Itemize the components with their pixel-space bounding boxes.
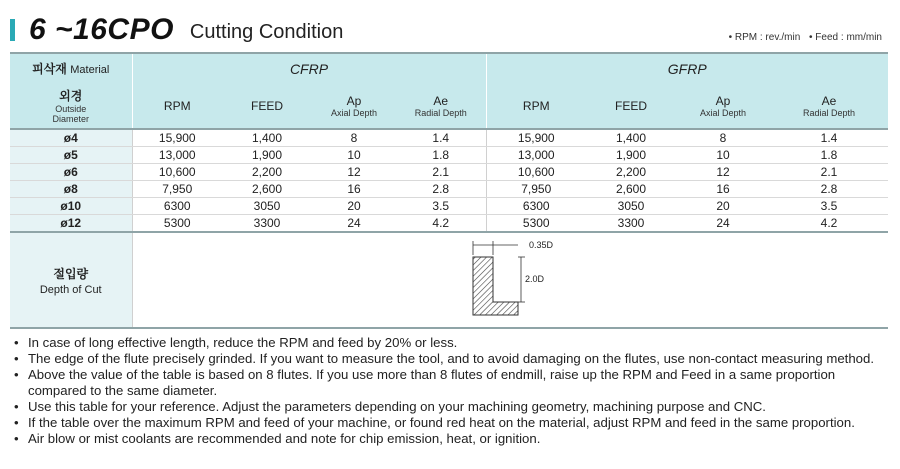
diameter-cell: ø8 (10, 181, 132, 198)
notes-list (12, 335, 892, 447)
cfrp-ap-cell: 8 (312, 129, 396, 147)
diameter-label-en2: Diameter (52, 114, 89, 124)
feed-unit: • Feed : mm/min (809, 32, 882, 43)
gfrp-feed-cell: 1,900 (586, 147, 676, 164)
cfrp-rpm-cell: 10,600 (132, 164, 222, 181)
cfrp-rpm-cell: 6300 (132, 198, 222, 215)
header-row-columns (10, 83, 888, 129)
cfrp-ap-cell: 12 (312, 164, 396, 181)
cfrp-ae-cell: 4.2 (396, 215, 486, 233)
header-row-material (10, 53, 888, 83)
diameter-cell: ø10 (10, 198, 132, 215)
list-item: • Use this table for your reference. Adjust the parameters depending on your machining geometry, machining purpose and CNC. (12, 399, 892, 415)
gfrp-feed-cell: 3050 (586, 198, 676, 215)
cfrp-ae-cell: 2.1 (396, 164, 486, 181)
diameter-label-en1: Outside (55, 104, 87, 114)
material-label-ko: 피삭재 (32, 62, 67, 76)
table-row (10, 164, 888, 181)
cfrp-feed-header: FEED (222, 83, 312, 129)
cfrp-feed-cell: 3050 (222, 198, 312, 215)
gfrp-ae-cell: 4.2 (770, 215, 888, 233)
cfrp-ae-cell: 3.5 (396, 198, 486, 215)
cutting-condition-table (10, 52, 888, 329)
diameter-cell: ø4 (10, 129, 132, 147)
title-bar (10, 14, 343, 46)
gfrp-ap-cell: 20 (676, 198, 770, 215)
depth-of-cut-label (10, 232, 132, 328)
title-accent-bar (10, 19, 15, 41)
cfrp-ae-label: Ae (433, 93, 449, 108)
gfrp-ae-cell: 1.4 (770, 129, 888, 147)
diameter-label (10, 83, 132, 129)
cfrp-ap-cell: 20 (312, 198, 396, 215)
diameter-label-ko: 외경 (59, 89, 83, 103)
diameter-cell: ø6 (10, 164, 132, 181)
group-gfrp: GFRP (486, 53, 888, 83)
gfrp-feed-cell: 1,400 (586, 129, 676, 147)
section-subtitle: Cutting Condition (189, 20, 344, 43)
gfrp-rpm-cell: 6300 (486, 198, 586, 215)
cfrp-ae-cell: 1.4 (396, 129, 486, 147)
material-label-en: Material (70, 64, 110, 76)
gfrp-ap-cell: 24 (676, 215, 770, 233)
gfrp-rpm-cell: 10,600 (486, 164, 586, 181)
dim-top-label: 0.35D (528, 240, 553, 250)
depth-of-cut-row (10, 232, 888, 328)
gfrp-feed-cell: 2,200 (586, 164, 676, 181)
cfrp-feed-cell: 3300 (222, 215, 312, 233)
gfrp-ae-cell: 2.1 (770, 164, 888, 181)
gfrp-ae-cell: 2.8 (770, 181, 888, 198)
table-row (10, 147, 888, 164)
gfrp-ap-cell: 16 (676, 181, 770, 198)
depth-of-cut-label-en: Depth of Cut (39, 283, 102, 296)
gfrp-feed-cell: 2,600 (586, 181, 676, 198)
list-item: • The edge of the flute precisely grinded. If you want to measure the tool, and to avoid damaging on the flutes, use non-contact measuring method. (12, 351, 892, 367)
list-item: • If the table over the maximum RPM and feed of your machine, or found red heat on the material, adjust RPM and feed in the same proportion. (12, 415, 892, 431)
cfrp-rpm-cell: 7,950 (132, 181, 222, 198)
cfrp-ae-cell: 1.8 (396, 147, 486, 164)
depth-of-cut-diagram (463, 235, 603, 325)
cfrp-feed-cell: 2,200 (222, 164, 312, 181)
cfrp-feed-cell: 2,600 (222, 181, 312, 198)
gfrp-ae-sub: Radial Depth (802, 107, 856, 118)
cfrp-rpm-cell: 5300 (132, 215, 222, 233)
cfrp-ae-sub: Radial Depth (414, 107, 467, 118)
rpm-unit: • RPM : rev./min (728, 32, 801, 43)
gfrp-rpm-cell: 13,000 (486, 147, 586, 164)
cfrp-ap-cell: 16 (312, 181, 396, 198)
cfrp-rpm-cell: 15,900 (132, 129, 222, 147)
gfrp-ae-label: Ae (821, 93, 837, 108)
diameter-cell: ø5 (10, 147, 132, 164)
gfrp-ap-label: Ap (715, 93, 731, 108)
gfrp-rpm-cell: 15,900 (486, 129, 586, 147)
cfrp-ae-cell: 2.8 (396, 181, 486, 198)
diameter-cell: ø12 (10, 215, 132, 233)
cfrp-ae-header (396, 83, 486, 129)
cfrp-rpm-cell: 13,000 (132, 147, 222, 164)
gfrp-rpm-header: RPM (486, 83, 586, 129)
units-legend (723, 32, 882, 43)
gfrp-rpm-cell: 7,950 (486, 181, 586, 198)
depth-of-cut-label-ko: 절입량 (53, 266, 89, 281)
list-item: • In case of long effective length, reduce the RPM and feed by 20% or less. (12, 335, 892, 351)
list-item: • Air blow or mist coolants are recommended and note for chip emission, heat, or ignition. (12, 431, 892, 447)
workpiece-section (473, 257, 518, 315)
cfrp-ap-label: Ap (346, 93, 362, 108)
gfrp-feed-cell: 3300 (586, 215, 676, 233)
table-row (10, 215, 888, 233)
cfrp-rpm-header: RPM (132, 83, 222, 129)
cfrp-feed-cell: 1,400 (222, 129, 312, 147)
gfrp-ap-cell: 8 (676, 129, 770, 147)
group-cfrp: CFRP (132, 53, 486, 83)
list-item: • Above the value of the table is based on 8 flutes. If you use more than 8 flutes of endmill, raise up the RPM and Feed in a same proportion compared to the same diameter. (12, 367, 892, 399)
table-row (10, 129, 888, 147)
gfrp-ap-header (676, 83, 770, 129)
gfrp-ap-sub: Axial Depth (699, 107, 747, 118)
dim-side-label: 2.0D (524, 274, 544, 284)
gfrp-rpm-cell: 5300 (486, 215, 586, 233)
gfrp-ap-cell: 12 (676, 164, 770, 181)
gfrp-ae-header (770, 83, 888, 129)
gfrp-ap-cell: 10 (676, 147, 770, 164)
depth-of-cut-diagram-cell (132, 232, 888, 328)
cfrp-ap-header (312, 83, 396, 129)
cfrp-ap-cell: 10 (312, 147, 396, 164)
gfrp-ae-cell: 1.8 (770, 147, 888, 164)
gfrp-ae-cell: 3.5 (770, 198, 888, 215)
material-label (10, 53, 132, 83)
table-row (10, 198, 888, 215)
cfrp-ap-cell: 24 (312, 215, 396, 233)
table-row (10, 181, 888, 198)
cfrp-ap-sub: Axial Depth (330, 107, 378, 118)
cfrp-feed-cell: 1,900 (222, 147, 312, 164)
gfrp-feed-header: FEED (586, 83, 676, 129)
model-title: 6 ~16CPO (29, 13, 174, 46)
